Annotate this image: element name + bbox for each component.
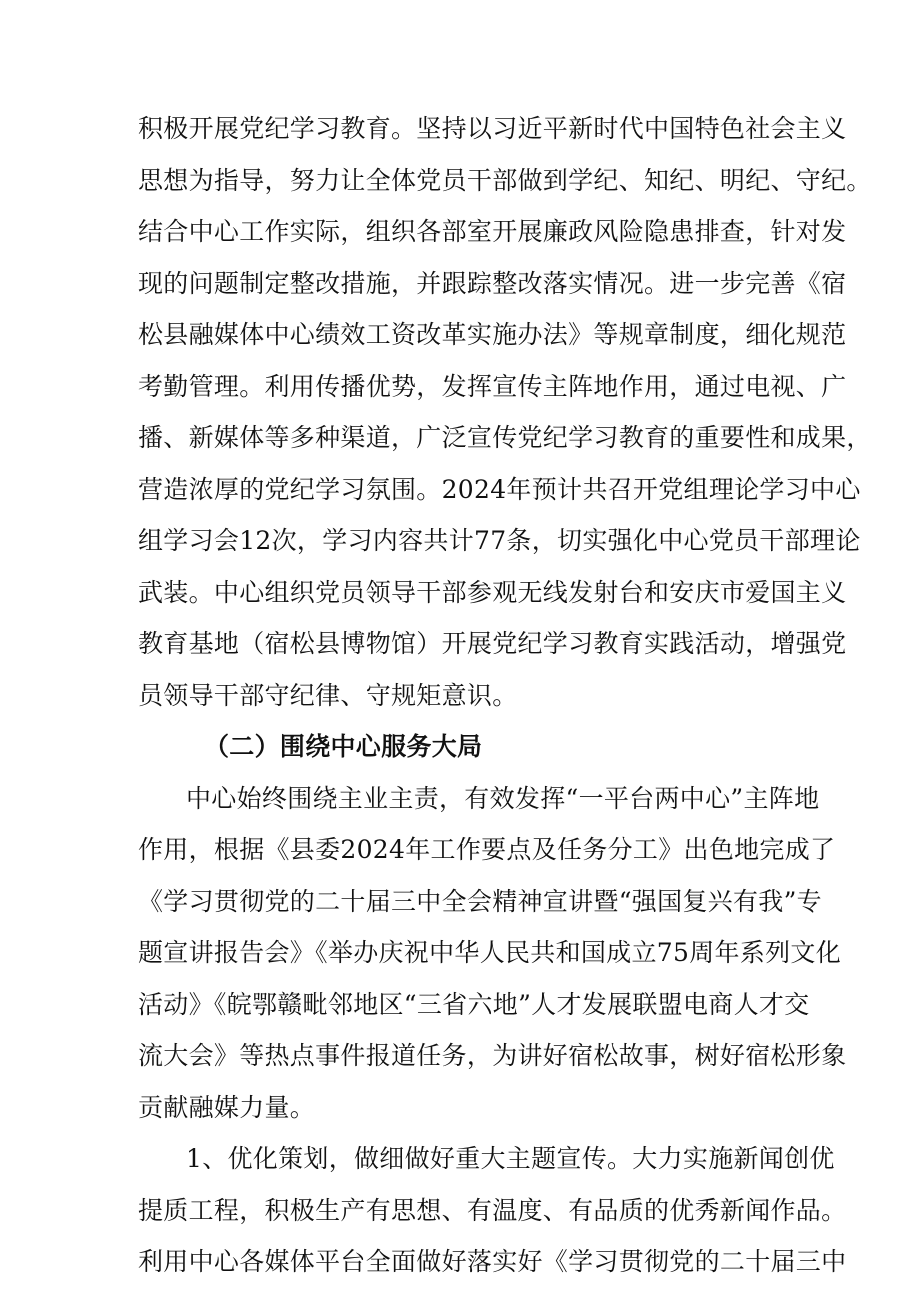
paragraph-line: 组学习会12次，学习内容共计77条，切实强化中心党员干部理论 <box>138 526 861 555</box>
paragraph-line: 作用，根据《县委2024年工作要点及任务分工》出色地完成了 <box>138 835 836 864</box>
section-heading: （二）围绕中心服务大局 <box>204 732 483 761</box>
paragraph-line: 教育基地（宿松县博物馆）开展党纪学习教育实践活动，增强党 <box>138 629 847 658</box>
paragraph-line: 贡献融媒力量。 <box>138 1093 316 1122</box>
paragraph-line: 提质工程，积极生产有思想、有温度、有品质的优秀新闻作品。 <box>138 1196 847 1225</box>
paragraph-line: 播、新媒体等多种渠道，广泛宣传党纪学习教育的重要性和成果， <box>138 423 872 452</box>
paragraph-line: 活动》《皖鄂赣毗邻地区“三省六地”人才发展联盟电商人才交 <box>138 990 810 1019</box>
paragraph-line: 《学习贯彻党的二十届三中全会精神宣讲暨“强国复兴有我”专 <box>138 887 822 916</box>
paragraph-line: 利用中心各媒体平台全面做好落实好《学习贯彻党的二十届三中 <box>138 1247 847 1276</box>
paragraph-line: 1、优化策划，做细做好重大主题宣传。大力实施新闻创优 <box>186 1144 835 1173</box>
paragraph-line: 思想为指导，努力让全体党员干部做到学纪、知纪、明纪、守纪。 <box>138 166 872 195</box>
paragraph-line: 题宣讲报告会》《举办庆祝中华人民共和国成立75周年系列文化 <box>138 938 842 967</box>
paragraph-line: 考勤管理。利用传播优势，发挥宣传主阵地作用，通过电视、广 <box>138 372 847 401</box>
paragraph-line: 积极开展党纪学习教育。坚持以习近平新时代中国特色社会主义 <box>138 114 847 143</box>
paragraph-line: 流大会》等热点事件报道任务，为讲好宿松故事，树好宿松形象 <box>138 1041 847 1070</box>
paragraph-line: 现的问题制定整改措施，并跟踪整改落实情况。进一步完善《宿 <box>138 269 847 298</box>
paragraph-line: 结合中心工作实际，组织各部室开展廉政风险隐患排查，针对发 <box>138 217 847 246</box>
paragraph-line: 松县融媒体中心绩效工资改革实施办法》等规章制度，细化规范 <box>138 320 847 349</box>
paragraph-line: 中心始终围绕主业主责，有效发挥“一平台两中心”主阵地 <box>186 784 820 813</box>
paragraph-line: 营造浓厚的党纪学习氛围。2024年预计共召开党组理论学习中心 <box>138 475 861 504</box>
paragraph-line: 员领导干部守纪律、守规矩意识。 <box>138 681 518 710</box>
paragraph-line: 武装。中心组织党员领导干部参观无线发射台和安庆市爱国主义 <box>138 578 847 607</box>
